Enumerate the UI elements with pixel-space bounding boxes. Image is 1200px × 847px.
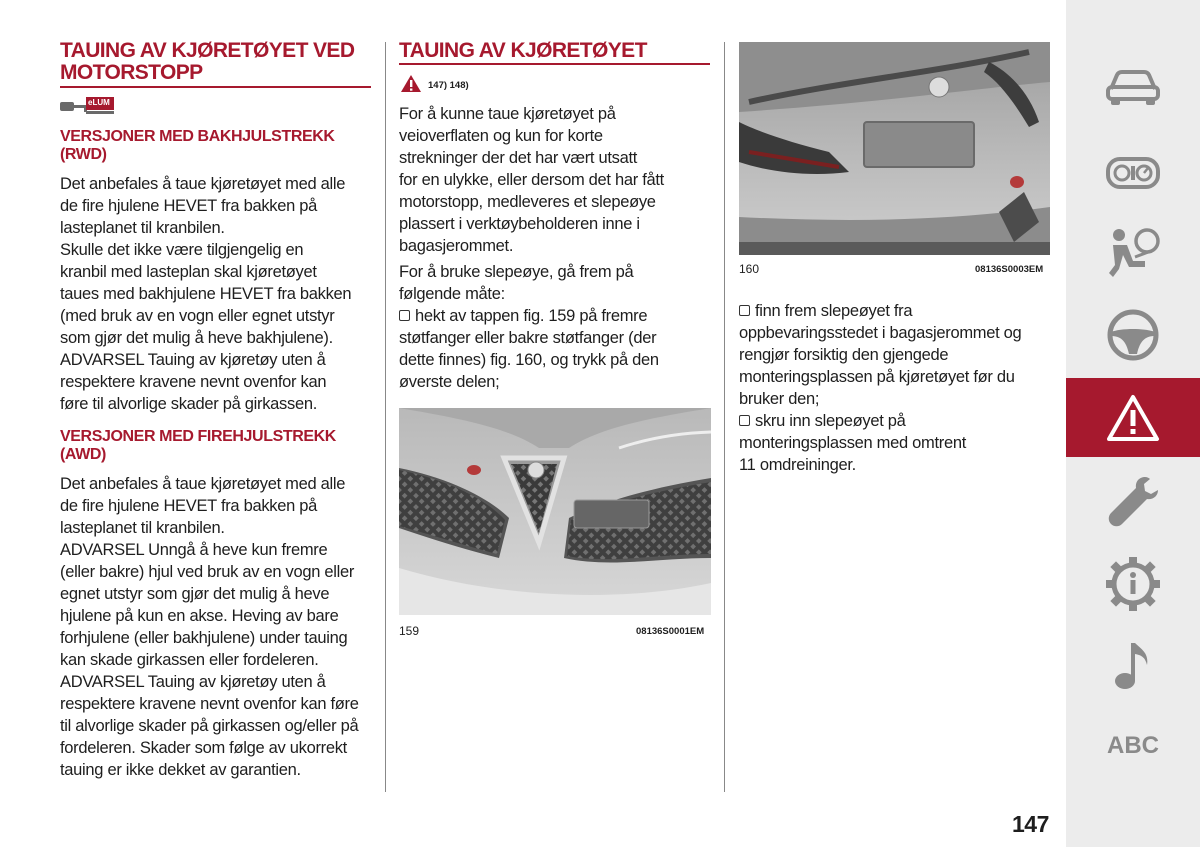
elum-label: eLUM (88, 98, 110, 107)
text-line: for en ulykke, eller dersom det har fått (399, 171, 664, 189)
sidebar-item-safety[interactable] (1066, 222, 1200, 284)
info-gear-icon (1104, 555, 1162, 613)
left-title-rule (60, 86, 371, 88)
figure-160-image (739, 42, 1050, 255)
sidebar-item-car[interactable] (1066, 58, 1200, 116)
step1-item (399, 305, 719, 393)
car-rear-illustration (739, 42, 1050, 255)
rwd-heading-line1: VERSJONER MED BAKHJULSTREKK (60, 128, 335, 145)
step2-item (739, 300, 1059, 410)
text-line: til alvorlige skader på girkassen og/eller på (60, 717, 359, 735)
checkbox-bullet-icon (399, 310, 410, 321)
text-line: ADVARSEL Tauing av kjøretøy uten å (60, 351, 326, 369)
wrench-icon (1105, 473, 1161, 531)
text-line: For å bruke slepeøye, gå frem på (399, 263, 634, 281)
text-line: (med bruk av en vogn eller egnet utstyr (60, 307, 335, 325)
text-line: ADVARSEL Tauing av kjøretøy uten å (60, 673, 326, 691)
text-line: øverste delen; (399, 373, 500, 391)
checkbox-bullet-icon (739, 305, 750, 316)
text-line: støtfanger eller bakre støtfanger (der (399, 329, 657, 347)
middle-title: TAUING AV KJØRETØYET (399, 39, 647, 62)
awd-heading-line1: VERSJONER MED FIREHJULSTREKK (60, 428, 336, 445)
abc-icon: ABC (1107, 732, 1159, 759)
text-line: monteringsplassen på kjøretøyet før du (739, 368, 1015, 386)
awd-paragraph (60, 473, 380, 781)
music-note-icon (1111, 639, 1155, 691)
text-line: skru inn slepeøyet på (755, 412, 906, 430)
text-line: respektere kravene nevnt ovenfor kan føre (60, 695, 359, 713)
warning-references[interactable]: 147) 148) (428, 80, 469, 91)
text-line: dette finnes) fig. 160, og trykk på den (399, 351, 659, 369)
text-line: finn frem slepeøyet fra (755, 302, 913, 320)
middle-title-rule (399, 63, 710, 65)
steering-wheel-icon (1106, 308, 1160, 362)
figure-159-image (399, 408, 711, 615)
awd-heading-line2: (AWD) (60, 446, 106, 463)
page-number: 147 (1012, 811, 1049, 837)
dashboard-icon (1105, 153, 1161, 193)
figure-159-number: 159 (399, 624, 420, 638)
text-line: de fire hjulene HEVET fra bakken på (60, 497, 318, 515)
sidebar-item-multimedia[interactable] (1066, 636, 1200, 694)
text-line: føre til alvorlige skader på girkassen. (60, 395, 317, 413)
text-line: lasteplanet til kranbilen. (60, 519, 225, 537)
sidebar-item-index[interactable] (1066, 726, 1200, 766)
text-line: taues med bakhjulene HEVET fra bakken (60, 285, 352, 303)
text-line: de fire hjulene HEVET fra bakken på (60, 197, 318, 215)
rwd-paragraph (60, 173, 380, 415)
text-line: respektere kravene nevnt ovenfor kan (60, 373, 327, 391)
text-line: som gjør det mulig å heve bakhjulene). (60, 329, 333, 347)
text-line: kan skade girkassen eller fordeleren. (60, 651, 319, 669)
text-line: forhjulene (eller bakhjulene) under tauing (60, 629, 348, 647)
figure-159-code: 08136S0001EM (636, 626, 705, 637)
figure-160-code: 08136S0003EM (975, 264, 1044, 275)
text-line: Det anbefales å taue kjøretøyet med alle (60, 475, 346, 493)
column-divider-2 (724, 42, 725, 792)
sidebar-item-driving[interactable] (1066, 306, 1200, 364)
text-line: rengjør forsiktig den gjengede (739, 346, 949, 364)
text-line: strekninger der det har vært utsatt (399, 149, 638, 167)
text-line: følgende måte: (399, 285, 505, 303)
sidebar-item-emergency[interactable] (1066, 378, 1200, 457)
text-line: bagasjerommet. (399, 237, 514, 255)
sidebar-item-dashboard[interactable] (1066, 144, 1200, 202)
text-line: lasteplanet til kranbilen. (60, 219, 225, 237)
column-divider-1 (385, 42, 386, 792)
text-line: hekt av tappen fig. 159 på fremre (415, 307, 648, 325)
text-line: tauing er ikke dekket av garantien. (60, 761, 301, 779)
text-line: hjulene på kun en akse. Heving av bare (60, 607, 339, 625)
warning-icon (1105, 393, 1161, 443)
text-line: (eller bakre) hjul ved bruk av en vogn eller (60, 563, 355, 581)
text-line: motorstopp, medleveres et slepeøye (399, 193, 656, 211)
text-line: veioverflaten og kun for korte (399, 127, 603, 145)
text-line: bruker den; (739, 390, 820, 408)
text-line: plassert i verktøybeholderen inne i (399, 215, 640, 233)
car-front-illustration (399, 408, 711, 615)
rwd-heading-line2: (RWD) (60, 146, 107, 163)
intro-paragraph (399, 103, 714, 257)
left-title-line1: TAUING AV KJØRETØYET VED (60, 39, 355, 62)
text-line: Det anbefales å taue kjøretøyet med alle (60, 175, 346, 193)
warning-triangle-icon (400, 74, 422, 93)
text-line: ADVARSEL Unngå å heve kun fremre (60, 541, 328, 559)
airbag-person-icon (1105, 225, 1161, 281)
step3-item (739, 410, 1059, 476)
text-line: kranbil med lasteplan skal kjøretøyet (60, 263, 317, 281)
left-title-line2: MOTORSTOPP (60, 61, 203, 84)
sidebar-item-maintenance[interactable] (1066, 472, 1200, 532)
text-line: Skulle det ikke være tilgjengelig en (60, 241, 304, 259)
sidebar-item-technical-data[interactable] (1066, 552, 1200, 616)
checkbox-bullet-icon (739, 415, 750, 426)
text-line: For å kunne taue kjøretøyet på (399, 105, 616, 123)
text-line: fordeleren. Skader som følge av ukorrekt (60, 739, 347, 757)
text-line: egnet utstyr som gjør det mulig å heve (60, 585, 330, 603)
figure-160-number: 160 (739, 262, 760, 276)
text-line: monteringsplassen med omtrent (739, 434, 966, 452)
elum-badge (60, 96, 120, 116)
text-line: 11 omdreininger. (739, 456, 856, 474)
procedure-paragraph (399, 261, 714, 305)
text-line: oppbevaringsstedet i bagasjerommet og (739, 324, 1022, 342)
car-icon (1105, 67, 1161, 107)
